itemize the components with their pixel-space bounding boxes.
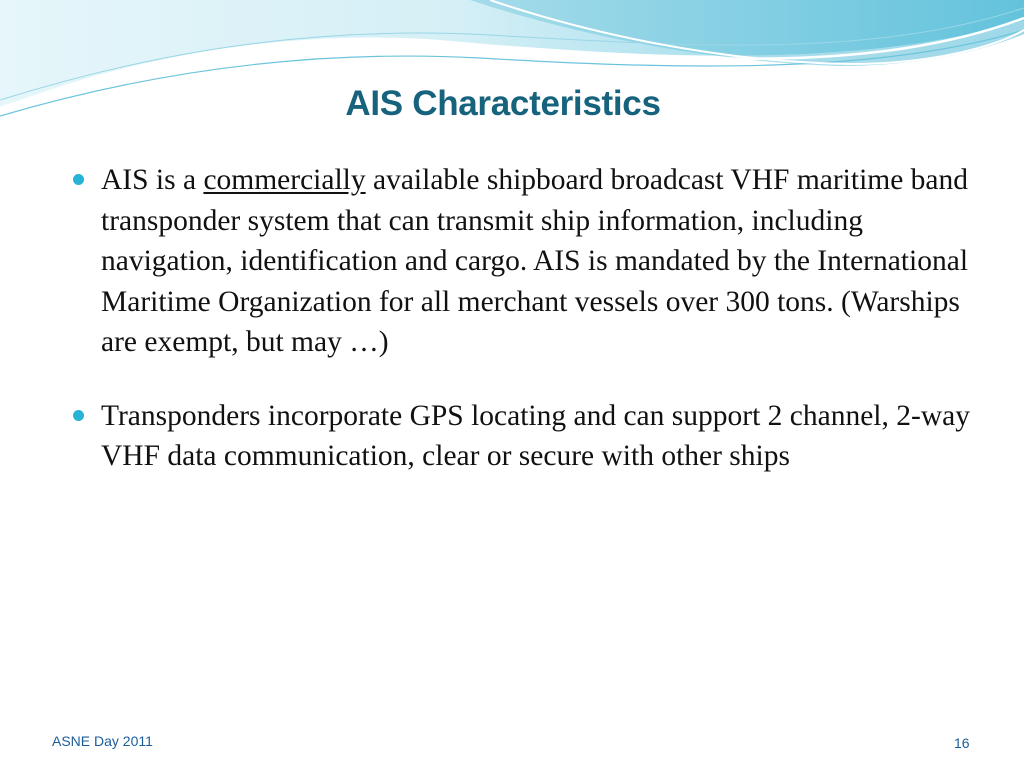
bullet-list: [72, 160, 972, 477]
slide-title: AIS Characteristics: [345, 84, 661, 123]
bullet-2-text: Transponders incorporate GPS locating and can support 2 channel, 2-way VHF data communication, clear or secure with other ships: [101, 399, 970, 472]
bullet-item-2: [72, 396, 972, 477]
bullet-1-text-end: available shipboard broadcast VHF maritime band transponder system that can transmit ship information, including navigation, identification and cargo. AIS is mandated by the International Maritime Organization for all merchant vessels over 300 tons. (Warships are exempt, but may …): [101, 164, 969, 358]
slide-number: 16: [954, 735, 970, 751]
bullet-1-underlined-word: commercially: [203, 164, 366, 196]
bullet-item-1: [72, 160, 972, 363]
bullet-dot-icon: [73, 174, 84, 185]
footer-event-label: ASNE Day 2011: [52, 733, 153, 749]
bullet-dot-icon: [73, 410, 84, 421]
bullet-1-text-start: AIS is a: [101, 164, 204, 196]
